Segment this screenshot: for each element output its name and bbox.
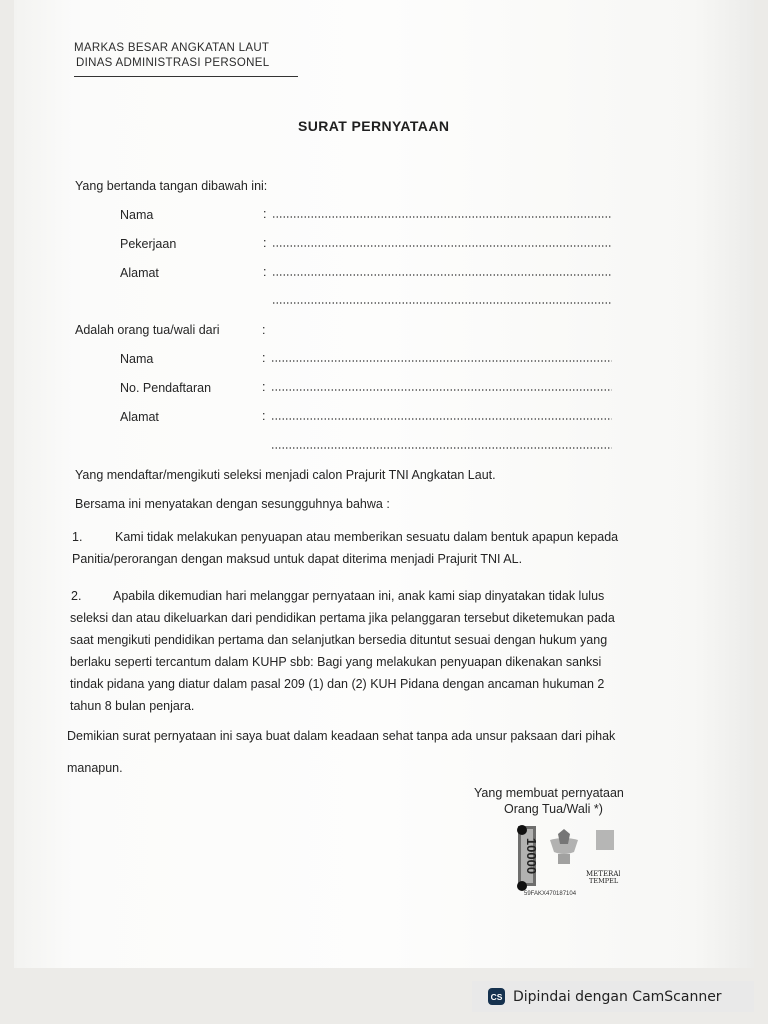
point-2-line-2: seleksi dan atau dikeluarkan dari pendidikan pertama jika pelanggaran tersebut diketemukan pada [70, 611, 615, 625]
child-name-label: Nama [120, 352, 154, 366]
signer-occupation-colon: : [263, 236, 267, 250]
signer-name-label: Nama [120, 208, 154, 222]
registration-line: Yang mendaftar/mengikuti seleksi menjadi calon Prajurit TNI Angkatan Laut. [75, 468, 496, 482]
camscanner-logo-icon: CS [488, 988, 505, 1005]
stamp-label-2: TEMPEL [589, 877, 619, 885]
point-2-line-5: tindak pidana yang diatur dalam pasal 209 (1) dan (2) KUH Pidana dengan ancaman hukuman 2 [70, 677, 605, 691]
point-2-number: 2. [71, 589, 82, 603]
signature-line-1: Yang membuat pernyataan [474, 786, 624, 800]
stamp-label-1: METERAI [586, 870, 620, 878]
point-2-text [70, 585, 692, 717]
point-1-line-2: Panitia/perorangan dengan maksud untuk dapat diterima menjadi Prajurit TNI AL. [72, 552, 523, 566]
child-address-fill-line-2 [271, 447, 612, 449]
signer-occupation-fill-line [272, 245, 612, 247]
guardian-intro: Adalah orang tua/wali dari [75, 323, 220, 337]
child-address-fill-line [271, 418, 612, 420]
camscanner-watermark [472, 981, 754, 1012]
statement-intro: Bersama ini menyatakan dengan sesungguhnya bahwa : [75, 497, 390, 511]
point-2-line-6: tahun 8 bulan penjara. [70, 699, 195, 713]
closing-line-2: manapun. [67, 761, 123, 775]
signer-address-label: Alamat [120, 266, 159, 280]
meterai-stamp-graphic [510, 820, 620, 900]
signer-address-fill-line [272, 274, 612, 276]
child-address-label: Alamat [120, 410, 159, 424]
letterhead-underline [74, 76, 298, 77]
child-registration-colon: : [262, 380, 266, 394]
child-registration-label: No. Pendaftaran [120, 381, 212, 395]
meterai-stamp [510, 820, 620, 900]
point-2-line-1: Apabila dikemudian hari melanggar pernyataan ini, anak kami siap dinyatakan tidak lulus [113, 589, 605, 603]
signature-line-2: Orang Tua/Wali *) [504, 802, 603, 816]
paper-sheet [14, 0, 754, 968]
signer-address-colon: : [263, 265, 267, 279]
child-address-colon: : [262, 409, 266, 423]
intro-text: Yang bertanda tangan dibawah ini: [75, 179, 268, 193]
point-1-text [72, 526, 692, 570]
letterhead-line-1: MARKAS BESAR ANGKATAN LAUT [74, 42, 270, 54]
signer-name-fill-line [272, 216, 612, 218]
stamp-value: 10000 [524, 837, 539, 875]
child-name-colon: : [262, 351, 266, 365]
stamp-serial: 59FAKX470187104 [524, 891, 577, 897]
document-title: SURAT PERNYATAAN [298, 118, 450, 134]
point-2-line-3: saat mengikuti pendidikan pertama dan selanjutkan bersedia dituntut sesuai dengan hukum yang [70, 633, 608, 647]
signer-name-colon: : [263, 207, 267, 221]
point-1-number: 1. [72, 530, 83, 544]
point-1-line-1: Kami tidak melakukan penyuapan atau memberikan sesuatu dalam bentuk apapun kepada [115, 530, 619, 544]
guardian-colon: : [262, 323, 266, 337]
letterhead-line-2: DINAS ADMINISTRASI PERSONEL [76, 57, 270, 69]
point-2-line-4: berlaku seperti tercantum dalam KUHP sbb: Bagi yang melakukan penyuapan dikenakan sanksi [70, 655, 602, 669]
closing-line-1: Demikian surat pernyataan ini saya buat dalam keadaan sehat tanpa ada unsur paksaan dari pihak [67, 729, 616, 743]
signer-address-fill-line-2 [272, 302, 612, 304]
child-registration-fill-line [271, 389, 612, 391]
child-name-fill-line [271, 360, 612, 362]
camscanner-text: Dipindai dengan CamScanner [513, 988, 722, 1005]
signer-occupation-label: Pekerjaan [120, 237, 177, 251]
